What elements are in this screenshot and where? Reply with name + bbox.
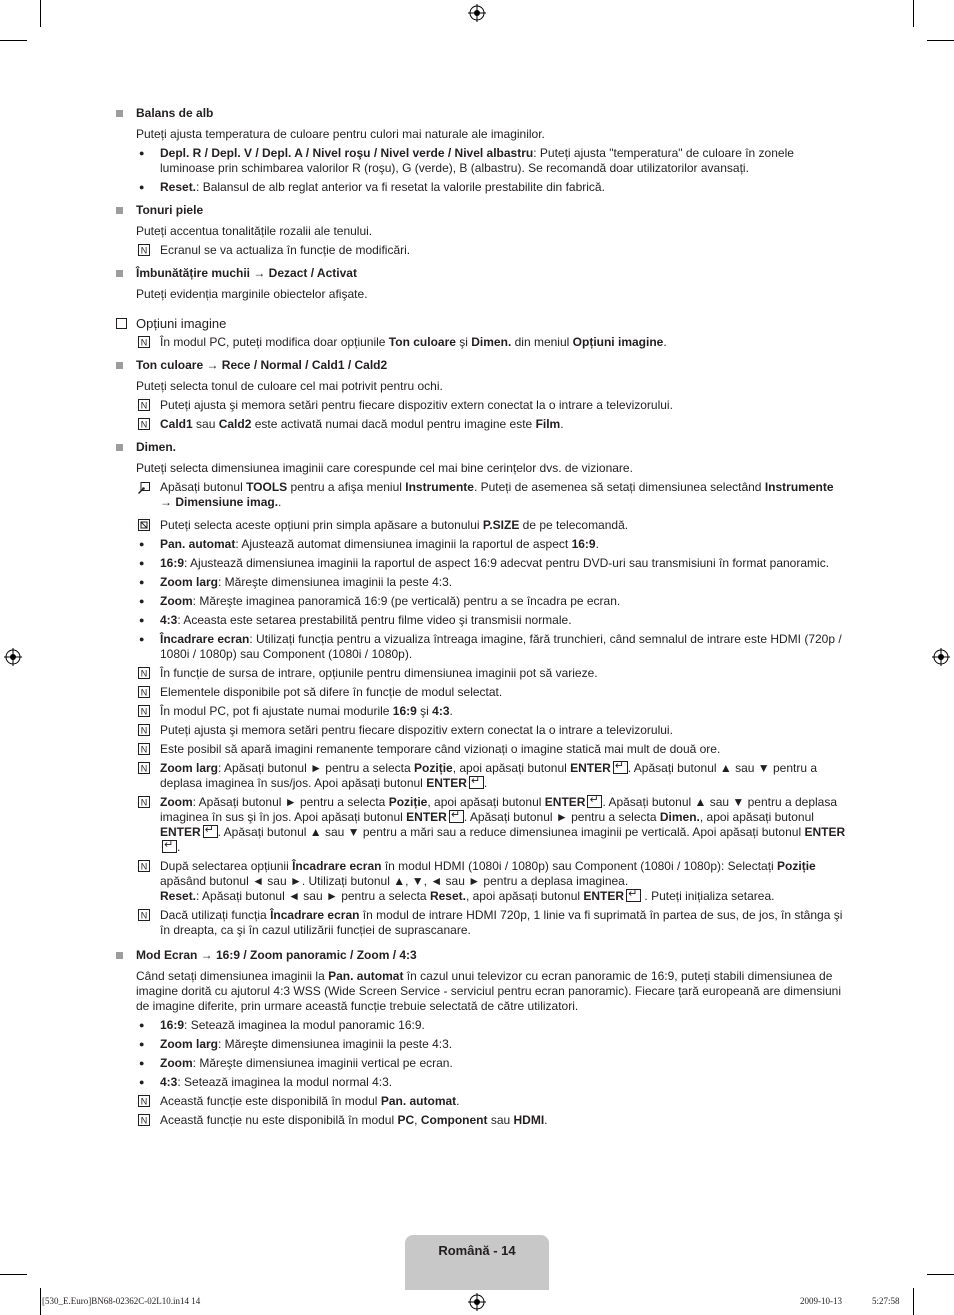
note-item: N Zoom: Apăsați butonul ► pentru a selecta Poziție, apoi apăsați butonul ENTER↵ . Apăsați butonul ▲ sau ▼ pentru a deplasa imaginea în sus şi în jos. Apoi apăsați butonul ENTER↵ . Apăsați butonul ► pentru a selecta Dimen., apoi apăsați butonul ENTER↵ . Apăsați butonul ▲ sau ▼ pentru a mări sau a reduce dimensiunea imaginii pe verticală. Apoi apăsați butonul ENTER↵.: [116, 795, 846, 855]
note-item: N În modul PC, puteți modifica doar opțiunile Ton culoare şi Dimen. din meniul Opțiuni imagine.: [116, 335, 846, 350]
print-slug: [530_E.Euro]BN68-02362C-02L10.in14 14: [42, 1296, 201, 1306]
crop-mark: [0, 1274, 27, 1275]
note-icon: [138, 762, 150, 774]
note-item: N Cald1 sau Cald2 este activată numai dacă modul pentru imagine este Film.: [116, 417, 846, 432]
svg-text:N: N: [140, 1115, 148, 1126]
list-item: ● Încadrare ecran: Utilizați funcția pentru a vizualiza întreaga imagine, fără trunchieri, când semnalul de intrare este HDMI (720p / 1080i / 1080p) sau Component (1080i / 1080p).: [116, 632, 846, 662]
list-item: ● 4:3: Setează imaginea la modul normal 4:3.: [116, 1075, 846, 1090]
note-item: N Această funcție este disponibilă în modul Pan. automat.: [116, 1094, 846, 1109]
enter-key-icon: [613, 761, 628, 774]
print-time: 5:27:58: [872, 1296, 900, 1306]
note-icon: [138, 244, 150, 256]
enter-key-icon: [469, 776, 484, 789]
note-icon: [138, 1095, 150, 1107]
crop-mark: [927, 1274, 954, 1275]
crop-mark: [0, 40, 27, 41]
crop-mark: [40, 1288, 41, 1315]
note-item: N În modul PC, pot fi ajustate numai modurile 16:9 şi 4:3.: [116, 704, 846, 719]
note-icon: [138, 724, 150, 736]
note-icon: [138, 909, 150, 921]
svg-text:N: N: [140, 910, 148, 921]
registration-mark-icon: [4, 648, 22, 666]
note-icon: [138, 1114, 150, 1126]
svg-text:N: N: [140, 706, 148, 717]
note-item: N Puteți ajusta şi memora setări pentru fiecare dispozitiv extern conectat la o intrare a televizorului.: [116, 723, 846, 738]
paragraph: Puteți evidenția marginile obiectelor afişate.: [136, 287, 368, 301]
note-icon: [138, 743, 150, 755]
note-item: N Ecranul se va actualiza în funcție de modificări.: [116, 243, 846, 258]
section-title: Opțiuni imagine: [116, 316, 846, 331]
note-icon: [138, 860, 150, 872]
crop-mark: [913, 1288, 914, 1315]
square-bullet-icon: [116, 110, 123, 117]
section-heading: Ton culoare → Rece / Normal / Cald1 / Cald2: [116, 358, 846, 373]
paragraph: Puteți ajusta temperatura de culoare pentru culori mai naturale ale imaginilor.: [136, 127, 545, 141]
note-item: N După selectarea opțiunii Încadrare ecran în modul HDMI (1080i / 1080p) sau Component (1080i / 1080p): Selectați Poziție apăsând butonul ◄ sau ►. Utilizați butonul ▲, ▼, ◄ sau ► pentru a deplasa imaginea. Reset.: Apăsați butonul ◄ sau ► pentru a selecta Reset., apoi apăsați butonul ENTER↵ . Puteți inițializa setarea.: [116, 859, 846, 904]
list-item: ● 16:9: Setează imaginea la modul panoramic 16:9.: [116, 1018, 846, 1033]
note-item: N Dacă utilizați funcția Încadrare ecran în modul de intrare HDMI 720p, 1 linie va fi suprimată în partea de sus, de jos, în stânga şi în dreapta, ca şi în cazul utilizării funcției de suprascanare.: [116, 908, 846, 938]
paragraph: Puteți accentua tonalitățile rozalii ale tenului.: [136, 224, 373, 238]
square-bullet-icon: [116, 444, 123, 451]
enter-key-icon: [449, 810, 464, 823]
svg-text:N: N: [140, 400, 148, 411]
square-bullet-icon: [116, 952, 123, 959]
crop-mark: [913, 0, 914, 27]
section-heading: Balans de alb: [116, 106, 846, 121]
section-heading: Îmbunătățire muchii → Dezact / Activat: [116, 266, 846, 281]
page-number-tab: [405, 1235, 549, 1290]
note-item: N Această funcție nu este disponibilă în modul PC, Component sau HDMI.: [116, 1113, 846, 1128]
list-item: ● Depl. R / Depl. V / Depl. A / Nivel roşu / Nivel verde / Nivel albastru: Puteți ajusta "temperatura" de culoare în zonele luminoase prin schimbarea valorilor R (roşu), G (verde), B (albastru). Se recomandă doar utilizatorilor avansați.: [116, 146, 846, 176]
svg-text:N: N: [140, 861, 148, 872]
tools-icon: [138, 482, 150, 494]
note-item: N Este posibil să apară imagini remanente temporare când vizionați o imagine statică mai mult de două ore.: [116, 742, 846, 757]
svg-text:N: N: [140, 763, 148, 774]
section-heading: Tonuri piele: [116, 203, 846, 218]
crop-mark: [927, 40, 954, 41]
enter-key-icon: [162, 840, 177, 853]
page-content: [116, 106, 846, 1128]
note-item: N Puteți ajusta şi memora setări pentru fiecare dispozitiv extern conectat la o intrare a televizorului.: [116, 398, 846, 413]
svg-text:N: N: [140, 687, 148, 698]
svg-text:N: N: [140, 797, 148, 808]
psize-note: Puteți selecta aceste opțiuni prin simpla apăsare a butonului P.SIZE de pe telecomandă.: [116, 518, 846, 533]
paragraph: Puteți selecta tonul de culoare cel mai potrivit pentru ochi.: [136, 379, 443, 393]
paragraph: Când setați dimensiunea imaginii la Pan. automat în cazul unui televizor cu ecran panoramic de 16:9, puteți stabili dimensiunea de imagine dorită cu ajutorul 4:3 WSS (Wide Screen Service - serviciul pentru ecran panoramic). Fiecare țară europeană are dimensiuni de imagine diferite, prin urmare această funcție trebuie selectată de către utilizatori.: [136, 969, 841, 1013]
print-date: 2009-10-13: [800, 1296, 842, 1306]
note-icon: [138, 399, 150, 411]
crop-mark: [40, 0, 41, 27]
svg-text:N: N: [140, 419, 148, 430]
note-item: N În funcție de sursa de intrare, opțiunile pentru dimensiunea imaginii pot să varieze.: [116, 666, 846, 681]
svg-text:N: N: [140, 1096, 148, 1107]
list-item: ● Zoom larg: Măreşte dimensiunea imaginii la peste 4:3.: [116, 575, 846, 590]
registration-mark-icon: [468, 1293, 486, 1311]
checkbox-square-icon: [116, 318, 127, 329]
note-icon: [138, 686, 150, 698]
square-bullet-icon: [116, 270, 123, 277]
note-icon: [138, 796, 150, 808]
svg-text:N: N: [140, 744, 148, 755]
note-icon: [138, 705, 150, 717]
svg-text:N: N: [140, 668, 148, 679]
svg-text:N: N: [140, 337, 148, 348]
remote-button-icon: [138, 519, 150, 531]
registration-mark-icon: [932, 648, 950, 666]
list-item: ● Zoom larg: Măreşte dimensiunea imaginii la peste 4:3.: [116, 1037, 846, 1052]
list-item: ● Reset.: Balansul de alb reglat anterior va fi resetat la valorile prestabilite din fabrică.: [116, 180, 846, 195]
list-item: ● 4:3: Aceasta este setarea prestabilită pentru filme video şi transmisii normale.: [116, 613, 846, 628]
section-heading: Dimen.: [116, 440, 846, 455]
list-item: ● 16:9: Ajustează dimensiunea imaginii la raportul de aspect 16:9 adecvat pentru DVD-uri sau transmisiuni în format panoramic.: [116, 556, 846, 571]
page-number: Română - 14: [438, 1243, 516, 1258]
note-icon: [138, 667, 150, 679]
enter-key-icon: [587, 795, 602, 808]
list-item: ● Zoom: Măreşte dimensiunea imaginii vertical pe ecran.: [116, 1056, 846, 1071]
note-item: N Elementele disponibile pot să difere în funcție de modul selectat.: [116, 685, 846, 700]
enter-key-icon: [626, 889, 641, 902]
list-item: ● Pan. automat: Ajustează automat dimensiunea imaginii la raportul de aspect 16:9.: [116, 537, 846, 552]
square-bullet-icon: [116, 207, 123, 214]
note-icon: [138, 336, 150, 348]
registration-mark-icon: [468, 4, 486, 22]
list-item: ● Zoom: Măreşte imaginea panoramică 16:9 (pe verticală) pentru a se încadra pe ecran.: [116, 594, 846, 609]
paragraph: Puteți selecta dimensiunea imaginii care corespunde cel mai bine cerințelor dvs. de vizionare.: [136, 461, 633, 475]
note-item: N Zoom larg: Apăsați butonul ► pentru a selecta Poziție, apoi apăsați butonul ENTER↵ . Apăsați butonul ▲ sau ▼ pentru a deplasa imaginea în sus/jos. Apoi apăsați butonul ENTER↵ .: [116, 761, 846, 791]
note-icon: [138, 418, 150, 430]
svg-text:N: N: [140, 245, 148, 256]
section-heading: Mod Ecran → 16:9 / Zoom panoramic / Zoom / 4:3: [116, 948, 846, 963]
svg-text:N: N: [140, 725, 148, 736]
tools-note: Apăsați butonul TOOLS pentru a afişa meniul Instrumente. Puteți de asemenea să setați dimensiunea selectând Instrumente → Dimensiune imag..: [116, 480, 846, 510]
square-bullet-icon: [116, 362, 123, 369]
enter-key-icon: [203, 825, 218, 838]
